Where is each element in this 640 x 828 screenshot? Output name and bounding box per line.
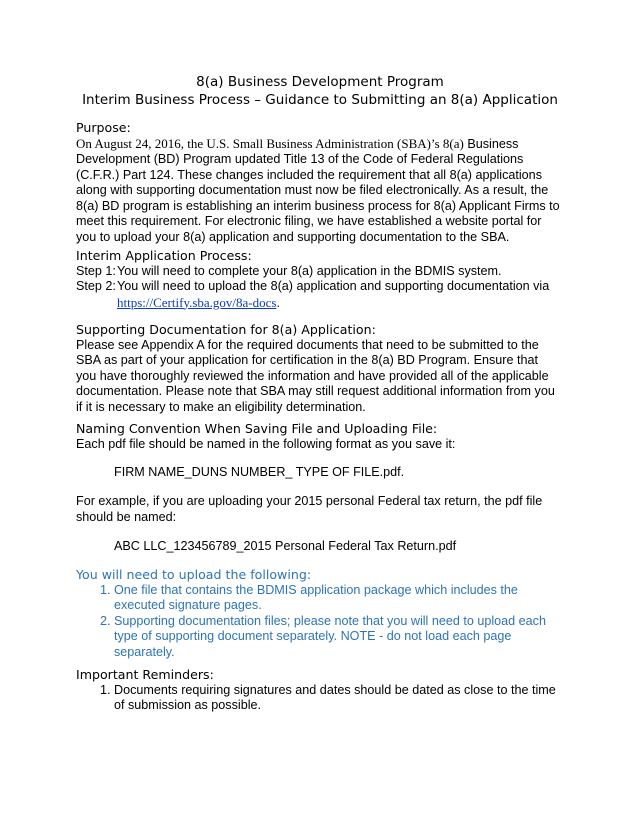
document-subtitle: Interim Business Process – Guidance to Submitting an 8(a) Application — [82, 92, 558, 108]
upload-heading: You will need to upload the following: — [76, 567, 312, 582]
step-1-text: You will need to complete your 8(a) application in the BDMIS system. — [117, 263, 502, 278]
upload-section — [76, 567, 560, 660]
link-suffix: . — [276, 295, 280, 310]
example-filename: ABC LLC_123456789_2015 Personal Federal Tax Return.pdf — [114, 539, 457, 553]
example-intro: For example, if you are uploading your 2015 personal Federal tax return, the pdf file should be named: — [76, 494, 543, 524]
supporting-body: Please see Appendix A for the required documents that need to be submitted to the SBA as part of your application for certification in the 8(a) BD Program. Ensure that you have thoroughly reviewed the information and have provided all of the applicable documentation. Please note that SBA may still request additional information from you if it is necessary to make an eligibility determination. — [76, 337, 555, 414]
supporting-section — [76, 322, 560, 415]
interim-section — [76, 248, 560, 311]
reminders-list — [76, 683, 560, 714]
step-2-label: Step 2: — [76, 279, 116, 293]
naming-intro: Each pdf file should be named in the following format as you save it: — [76, 436, 456, 451]
purpose-section — [76, 120, 560, 245]
step-2-text: You will need to upload the 8(a) application and supporting documentation via — [117, 279, 550, 293]
interim-heading: Interim Application Process: — [76, 248, 252, 263]
naming-format: FIRM NAME_DUNS NUMBER_ TYPE OF FILE.pdf. — [114, 465, 405, 479]
supporting-heading: Supporting Documentation for 8(a) Application: — [76, 322, 376, 337]
purpose-body: Business Development (BD) Program updated Title 13 of the Code of Federal Regulations (C.F.R.) Part 124. These changes included the requirement that all 8(a) applications along with supporting documentation must now be filed electronically. As a result, the 8(a) BD program is establishing an interim business process for 8(a) Applicant Firms to meet this requirement. For electronic filing, we have established a website portal for you to upload your 8(a) application and supporting documentation to the SBA. — [76, 136, 560, 244]
upload-item-1: 1. One file that contains the BDMIS application package which includes the executed signature pages. — [114, 583, 560, 614]
document-title: 8(a) Business Development Program — [196, 74, 444, 90]
naming-heading: Naming Convention When Saving File and Uploading File: — [76, 421, 438, 436]
reminder-item-1: 1. Documents requiring signatures and dates should be dated as close to the time of submission as possible. — [114, 683, 560, 714]
upload-list — [76, 583, 560, 661]
purpose-date-text: On August 24, 2016, the U.S. Small Business Administration (SBA)’s 8(a) — [76, 135, 464, 151]
reminders-heading: Important Reminders: — [76, 667, 214, 682]
step-2 — [76, 279, 560, 311]
naming-section — [76, 421, 560, 452]
purpose-paragraph — [76, 136, 560, 246]
step-2-content — [117, 279, 549, 311]
reminders-section — [76, 667, 560, 714]
step-1-label: Step 1: — [76, 263, 116, 278]
upload-item-2: 2. Supporting documentation files; please note that you will need to upload each type of supporting document separately. NOTE - do not load each page separately. — [114, 614, 560, 661]
certify-link[interactable]: https://Certify.sba.gov/8a-docs — [117, 294, 277, 310]
step-1 — [76, 264, 560, 280]
purpose-heading: Purpose: — [76, 120, 131, 135]
